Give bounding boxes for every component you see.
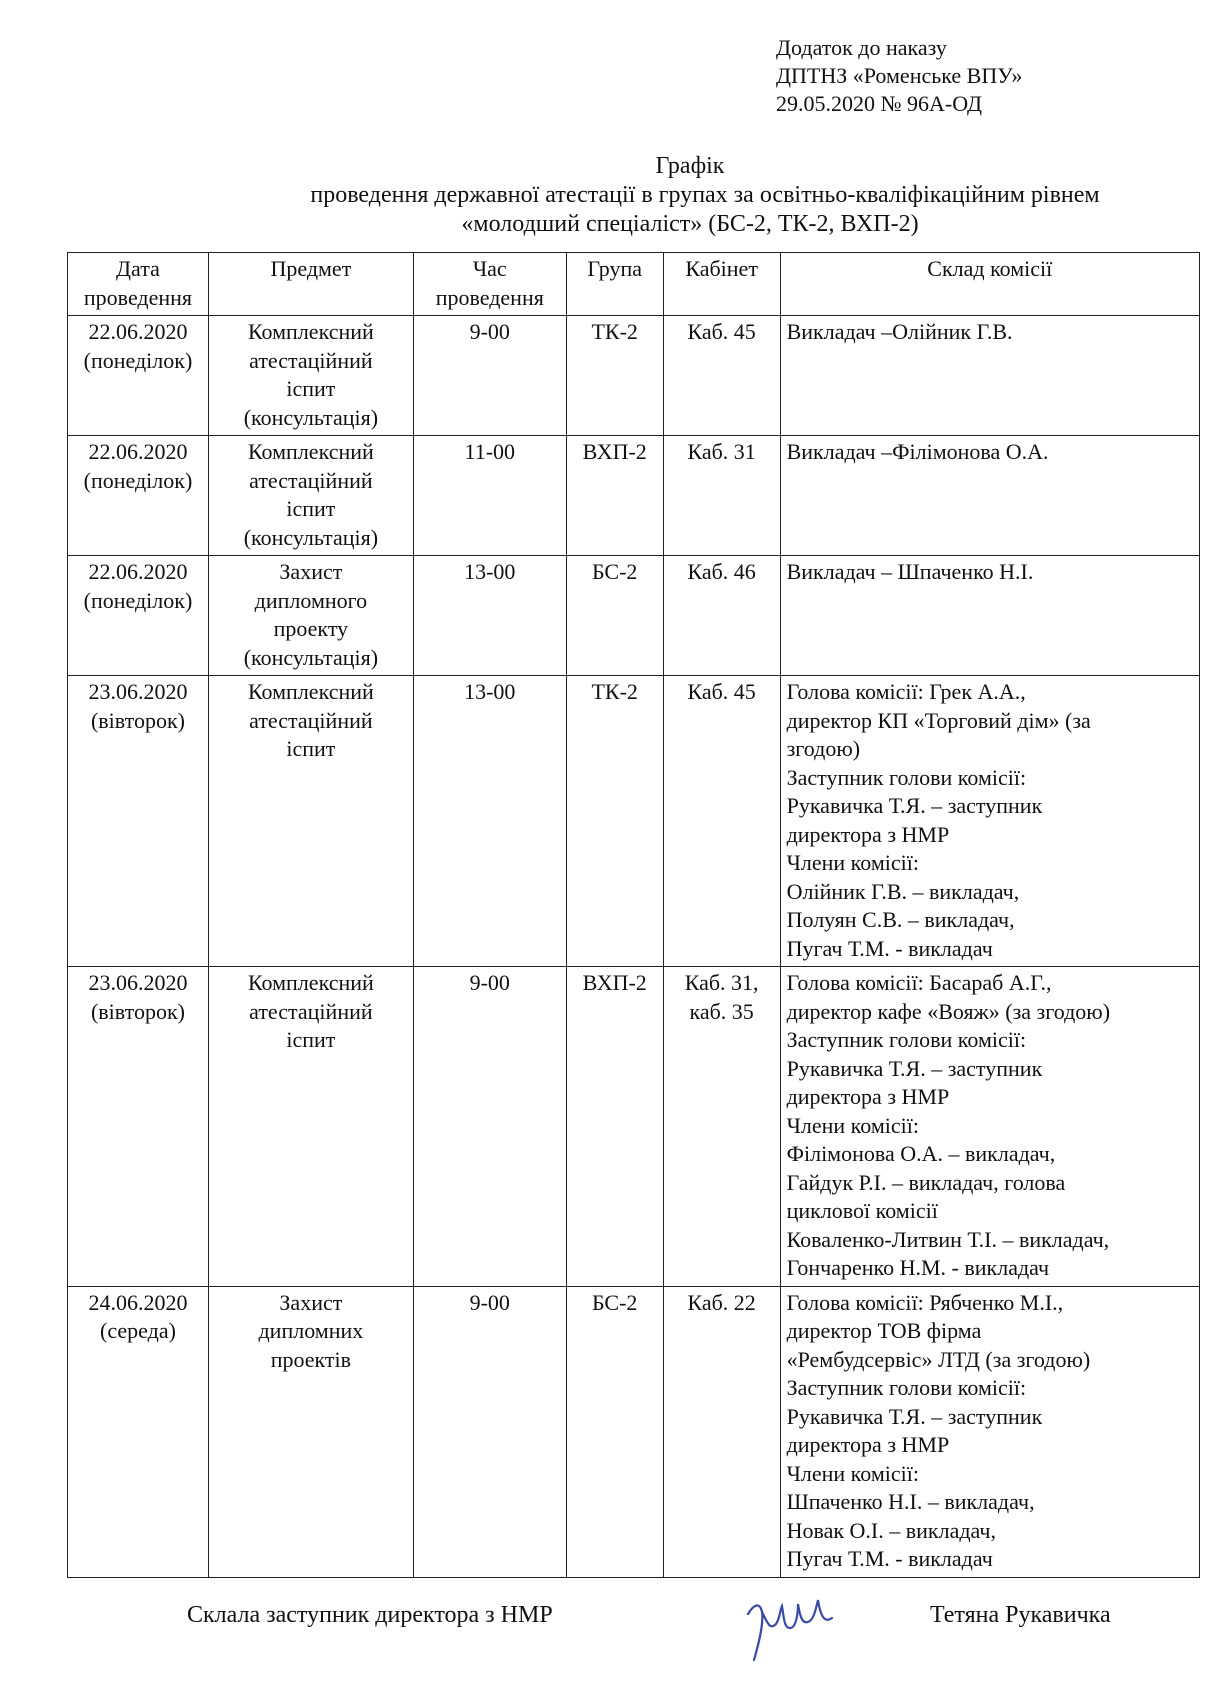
cell-line: (понеділок)	[83, 467, 193, 493]
title-main: Графік	[655, 153, 725, 179]
cell-line: (понеділок)	[83, 587, 193, 613]
cell-line: директора з НМР	[786, 1084, 950, 1109]
cell-line: Полуян С.В. – викладач,	[786, 907, 1015, 932]
cell-line: (понеділок)	[83, 347, 193, 373]
header-date	[68, 253, 209, 316]
header-note-line: Додаток до наказу	[776, 35, 947, 60]
cell-line: Рукавичка Т.Я. – заступник	[786, 1403, 1043, 1429]
cell-line: Комплексний	[247, 439, 374, 464]
cell-room	[663, 676, 780, 967]
signature-row	[0, 1602, 1228, 1642]
cell-line: Коваленко-Литвин Т.І. – викладач,	[786, 1226, 1110, 1252]
cell-date	[68, 316, 209, 436]
cell-line: каб. 35	[689, 998, 754, 1024]
cell-line: 13-00	[464, 679, 516, 704]
cell-line: БС-2	[591, 559, 638, 584]
cell-date	[68, 1286, 209, 1577]
cell-line: (консультація)	[243, 524, 379, 550]
cell-group	[566, 556, 663, 676]
header-note-line: ДПТНЗ «Роменське ВПУ»	[776, 63, 1023, 88]
cell-line: Гайдук Р.І. – викладач, голова	[786, 1169, 1066, 1195]
cell-commission	[780, 676, 1199, 967]
table-body	[68, 316, 1200, 1578]
document-title	[150, 152, 1228, 239]
cell-line: Предмет	[270, 256, 352, 281]
cell-line: Новак О.І. – викладач,	[786, 1517, 996, 1543]
cell-date	[68, 676, 209, 967]
cell-line: атестаційний	[249, 998, 373, 1024]
cell-line: ВХП-2	[582, 439, 647, 464]
handwritten-signature-icon	[740, 1584, 850, 1671]
table-header-row	[68, 253, 1200, 316]
cell-line: проекту	[273, 616, 349, 641]
cell-line: Час	[472, 256, 507, 281]
cell-line: іспит	[286, 496, 336, 521]
cell-line: Голова комісії: Грек А.А.,	[786, 679, 1026, 704]
cell-line: Пугач Т.М. - викладач	[786, 935, 993, 961]
cell-line: Комплексний	[247, 319, 374, 344]
cell-subject	[208, 556, 413, 676]
header-room	[663, 253, 780, 316]
cell-commission	[780, 556, 1199, 676]
cell-time	[413, 967, 566, 1287]
title-subtitle: «молодший спеціаліст» (БС-2, ТК-2, ВХП-2)	[461, 211, 919, 237]
cell-line: Викладач –Олійник Г.В.	[786, 319, 1013, 344]
cell-line: БС-2	[591, 1289, 638, 1315]
cell-commission	[780, 1286, 1199, 1577]
cell-line: 23.06.2020	[88, 679, 188, 704]
cell-line: директора з НМР	[786, 1432, 950, 1457]
schedule-table	[67, 252, 1200, 1578]
cell-line: (середа)	[100, 1318, 176, 1343]
cell-line: Рукавичка Т.Я. – заступник	[786, 1055, 1043, 1081]
cell-line: Гончаренко Н.М. - викладач	[786, 1255, 1050, 1280]
cell-line: атестаційний	[249, 467, 373, 493]
cell-group	[566, 967, 663, 1287]
cell-line: Заступник голови комісії:	[786, 1027, 1027, 1052]
cell-subject	[208, 436, 413, 556]
cell-line: 22.06.2020	[88, 319, 188, 344]
table-row	[68, 556, 1200, 676]
cell-line: іспит	[286, 376, 336, 401]
cell-line: проектів	[270, 1346, 352, 1372]
cell-time	[413, 316, 566, 436]
cell-time	[413, 556, 566, 676]
cell-line: Каб. 46	[687, 559, 756, 584]
cell-line: дипломного	[254, 587, 368, 613]
cell-commission	[780, 967, 1199, 1287]
cell-line: Каб. 22	[687, 1289, 756, 1315]
cell-line: 9-00	[469, 1289, 510, 1315]
cell-group	[566, 1286, 663, 1577]
table-row	[68, 967, 1200, 1287]
cell-line: Рукавичка Т.Я. – заступник	[786, 793, 1043, 818]
cell-line: 23.06.2020	[88, 970, 188, 995]
cell-line: ТК-2	[591, 679, 638, 704]
cell-date	[68, 556, 209, 676]
cell-line: 22.06.2020	[88, 439, 188, 464]
cell-group	[566, 436, 663, 556]
header-group	[566, 253, 663, 316]
cell-subject	[208, 1286, 413, 1577]
cell-room	[663, 436, 780, 556]
cell-line: ТК-2	[591, 319, 638, 344]
cell-date	[68, 967, 209, 1287]
table-row	[68, 1286, 1200, 1577]
cell-line: директора з НМР	[786, 821, 950, 847]
cell-line: Шпаченко Н.І. – викладач,	[786, 1489, 1035, 1514]
table-row	[68, 676, 1200, 967]
cell-line: 13-00	[464, 559, 516, 584]
cell-line: Комплексний	[247, 970, 374, 995]
cell-line: Група	[587, 256, 642, 281]
cell-line: Дата	[116, 256, 160, 281]
cell-line: циклової комісії	[786, 1198, 938, 1223]
cell-line: іспит	[286, 736, 336, 761]
cell-line: Каб. 45	[687, 319, 756, 344]
cell-line: Захист	[279, 1289, 343, 1315]
cell-line: Кабінет	[685, 256, 758, 281]
cell-group	[566, 676, 663, 967]
cell-line: Викладач – Шпаченко Н.І.	[786, 559, 1034, 584]
cell-line: (консультація)	[243, 644, 379, 670]
cell-line: директор ТОВ фірма	[786, 1318, 982, 1343]
cell-line: згодою)	[786, 736, 861, 761]
cell-line: проведення	[435, 284, 544, 310]
cell-subject	[208, 676, 413, 967]
cell-commission	[780, 316, 1199, 436]
cell-line: Заступник голови комісії:	[786, 764, 1027, 790]
cell-line: Захист	[279, 559, 343, 584]
cell-line: 9-00	[469, 319, 510, 344]
cell-line: Філімонова О.А. – викладач,	[786, 1141, 1056, 1166]
cell-line: Комплексний	[247, 679, 374, 704]
table-row	[68, 316, 1200, 436]
cell-line: атестаційний	[249, 707, 373, 733]
table-row	[68, 436, 1200, 556]
cell-line: Каб. 31,	[684, 970, 759, 995]
header-time	[413, 253, 566, 316]
cell-line: (вівторок)	[90, 998, 185, 1024]
cell-time	[413, 1286, 566, 1577]
cell-time	[413, 676, 566, 967]
cell-line: Члени комісії:	[786, 1460, 919, 1486]
cell-room	[663, 556, 780, 676]
cell-line: 22.06.2020	[88, 559, 188, 584]
cell-commission	[780, 436, 1199, 556]
header-subject	[208, 253, 413, 316]
cell-line: (консультація)	[243, 404, 379, 430]
cell-room	[663, 1286, 780, 1577]
cell-group	[566, 316, 663, 436]
cell-line: іспит	[286, 1027, 336, 1052]
cell-line: Заступник голови комісії:	[786, 1375, 1027, 1400]
cell-line: Голова комісії: Басараб А.Г.,	[786, 970, 1052, 995]
cell-line: 24.06.2020	[88, 1289, 188, 1315]
cell-line: дипломних	[258, 1318, 364, 1343]
cell-line: Голова комісії: Рябченко М.І.,	[786, 1289, 1064, 1315]
header-commission	[780, 253, 1199, 316]
cell-line: (вівторок)	[90, 707, 185, 733]
cell-subject	[208, 967, 413, 1287]
cell-line: Члени комісії:	[786, 850, 919, 875]
cell-date	[68, 436, 209, 556]
compiled-by-label: Склала заступник директора з НМР	[187, 1602, 553, 1628]
cell-line: Каб. 31	[687, 439, 756, 464]
cell-line: 11-00	[464, 439, 516, 464]
cell-line: директор кафе «Вояж» (за згодою)	[786, 998, 1111, 1024]
signer-name: Тетяна Рукавичка	[930, 1602, 1111, 1628]
cell-line: Каб. 45	[687, 679, 756, 704]
cell-room	[663, 316, 780, 436]
cell-line: Викладач –Філімонова О.А.	[786, 439, 1049, 464]
header-note	[776, 34, 1022, 118]
cell-line: ВХП-2	[582, 970, 647, 995]
cell-line: Члени комісії:	[786, 1112, 919, 1138]
cell-line: 9-00	[469, 970, 510, 995]
cell-line: проведення	[83, 284, 193, 310]
title-subtitle: проведення державної атестації в групах за освітньо-кваліфікаційним рівнем	[310, 182, 1100, 208]
cell-line: директор КП «Торговий дім» (за	[786, 707, 1091, 733]
cell-line: Пугач Т.М. - викладач	[786, 1546, 993, 1571]
header-note-line: 29.05.2020 № 96А-ОД	[776, 91, 983, 116]
cell-line: Склад комісії	[927, 256, 1053, 281]
cell-line: «Рембудсервіс» ЛТД (за згодою)	[786, 1346, 1091, 1372]
cell-line: Олійник Г.В. – викладач,	[786, 878, 1020, 904]
cell-room	[663, 967, 780, 1287]
cell-time	[413, 436, 566, 556]
cell-subject	[208, 316, 413, 436]
cell-line: атестаційний	[249, 347, 373, 373]
